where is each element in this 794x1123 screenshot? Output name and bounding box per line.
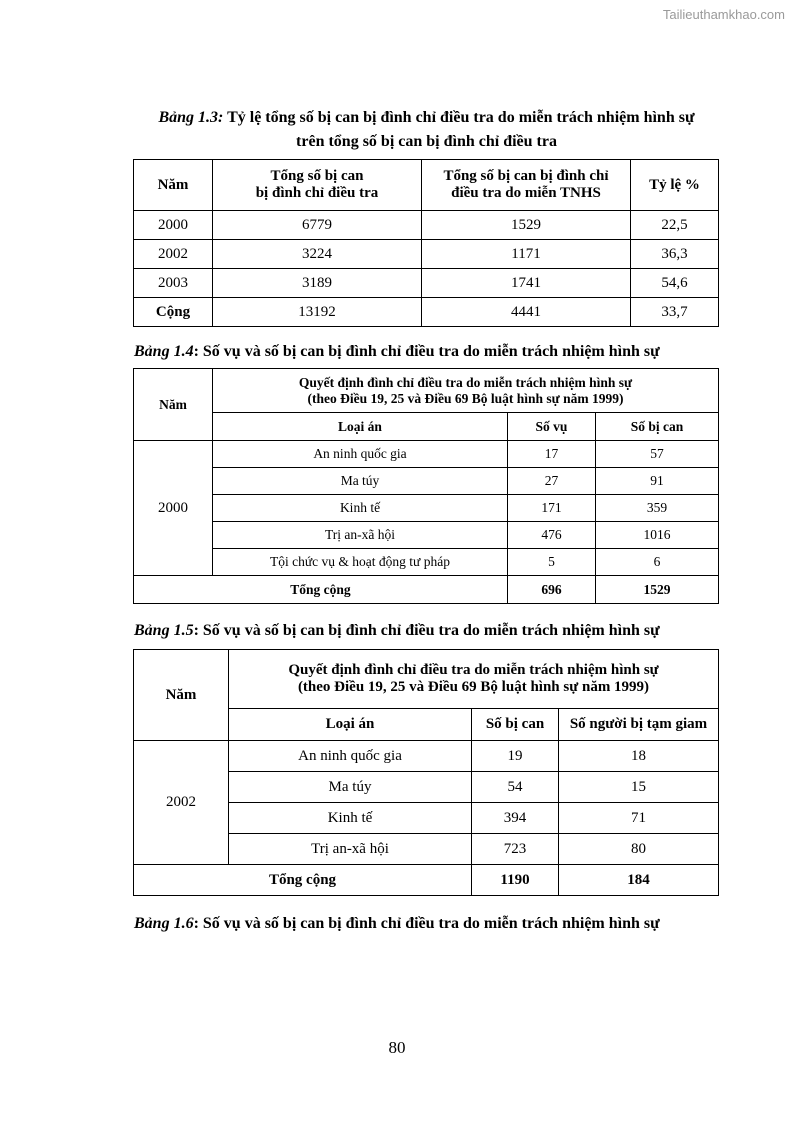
cell-defendants: 91	[596, 468, 719, 495]
watermark: Tailieuthamkhao.com	[662, 7, 785, 22]
cell-total-defendants: 1529	[596, 576, 719, 604]
table-row	[134, 441, 719, 468]
page-number: 80	[388, 1038, 406, 1057]
table-row	[134, 741, 719, 772]
header-cases: Số vụ	[508, 413, 596, 441]
header-group	[229, 650, 719, 709]
table-1-3-label: Bảng 1.3:	[158, 109, 224, 126]
table-1-6-caption	[134, 912, 719, 936]
table-1-3-title-line1: Tỷ lệ tổng số bị can bị đình chỉ điều tra do miễn trách nhiệm hình sự	[227, 109, 695, 126]
cell-year: Cộng	[134, 298, 213, 327]
cell-detained: 15	[559, 772, 719, 803]
table-header-row	[134, 369, 719, 413]
header-total-line1: Tổng số bị can	[270, 168, 364, 184]
cell-total: 6779	[213, 211, 422, 240]
cell-total-label: Tổng cộng	[134, 865, 472, 896]
table-1-5	[133, 649, 719, 896]
table-1-6-title: : Số vụ và số bị can bị đình chỉ điều tra do miễn trách nhiệm hình sự	[193, 915, 660, 932]
cell-year: 2003	[134, 269, 213, 298]
table-1-5-caption	[134, 619, 719, 643]
cell-year: 2002	[134, 741, 229, 865]
cell-detained: 18	[559, 741, 719, 772]
table-row	[134, 549, 719, 576]
cell-rate: 54,6	[631, 269, 719, 298]
header-total	[213, 160, 422, 211]
header-group-line1: Quyết định đình chỉ điều tra do miễn trách nhiệm hình sự	[298, 374, 633, 390]
cell-rate: 33,7	[631, 298, 719, 327]
cell-exempt: 4441	[422, 298, 631, 327]
cell-total-cases: 696	[508, 576, 596, 604]
table-1-5-title: : Số vụ và số bị can bị đình chỉ điều tra do miễn trách nhiệm hình sự	[193, 622, 660, 639]
cell-rate: 22,5	[631, 211, 719, 240]
cell-exempt: 1741	[422, 269, 631, 298]
cell-detained: 80	[559, 834, 719, 865]
table-subheader-row	[134, 413, 719, 441]
cell-type: Ma túy	[229, 772, 472, 803]
cell-cases: 17	[508, 441, 596, 468]
cell-defendants: 19	[472, 741, 559, 772]
header-type: Loại án	[229, 709, 472, 741]
cell-type: An ninh quốc gia	[229, 741, 472, 772]
cell-rate: 36,3	[631, 240, 719, 269]
cell-total: 3224	[213, 240, 422, 269]
header-year: Năm	[134, 160, 213, 211]
cell-defendants: 394	[472, 803, 559, 834]
table-row	[134, 240, 719, 269]
header-exempt-line2: điều tra do miễn TNHS	[451, 185, 601, 201]
table-1-4	[133, 368, 719, 604]
cell-exempt: 1529	[422, 211, 631, 240]
table-1-4-label: Bảng 1.4	[134, 343, 194, 360]
cell-year: 2000	[134, 211, 213, 240]
header-exempt	[422, 160, 631, 211]
cell-year: 2002	[134, 240, 213, 269]
cell-defendants: 54	[472, 772, 559, 803]
header-group	[213, 369, 719, 413]
header-year: Năm	[134, 650, 229, 741]
cell-total-defendants: 1190	[472, 865, 559, 896]
table-1-5-label: Bảng 1.5	[134, 622, 194, 639]
cell-total: 3189	[213, 269, 422, 298]
table-row	[134, 468, 719, 495]
cell-type: An ninh quốc gia	[213, 441, 508, 468]
header-exempt-line1: Tổng số bị can bị đình chỉ	[443, 168, 609, 184]
table-row	[134, 211, 719, 240]
header-detained: Số người bị tạm giam	[559, 709, 719, 741]
table-1-3-caption	[134, 106, 719, 154]
cell-total-detained: 184	[559, 865, 719, 896]
cell-defendants: 6	[596, 549, 719, 576]
cell-type: Ma túy	[213, 468, 508, 495]
cell-type: Trị an-xã hội	[213, 522, 508, 549]
table-header-row	[134, 160, 719, 211]
cell-total-label: Tổng cộng	[134, 576, 508, 604]
header-group-line2: (theo Điều 19, 25 và Điều 69 Bộ luật hình sự năm 1999)	[297, 679, 650, 695]
header-defendants: Số bị can	[472, 709, 559, 741]
cell-defendants: 57	[596, 441, 719, 468]
header-rate: Tỷ lệ %	[631, 160, 719, 211]
table-header-row	[134, 650, 719, 709]
table-1-3-title-line2: trên tổng số bị can bị đình chỉ điều tra	[296, 133, 557, 150]
table-row	[134, 269, 719, 298]
table-row	[134, 522, 719, 549]
cell-type: Kinh tế	[229, 803, 472, 834]
table-1-6-label: Bảng 1.6	[134, 915, 194, 932]
header-type: Loại án	[213, 413, 508, 441]
table-total-row	[134, 576, 719, 604]
cell-cases: 27	[508, 468, 596, 495]
cell-cases: 171	[508, 495, 596, 522]
table-total-row	[134, 298, 719, 327]
table-total-row	[134, 865, 719, 896]
header-year: Năm	[134, 369, 213, 441]
table-row	[134, 495, 719, 522]
cell-defendants: 1016	[596, 522, 719, 549]
cell-defendants: 723	[472, 834, 559, 865]
cell-cases: 476	[508, 522, 596, 549]
header-total-line2: bị đình chỉ điều tra	[255, 185, 379, 201]
cell-exempt: 1171	[422, 240, 631, 269]
header-group-line1: Quyết định đình chỉ điều tra do miễn trách nhiệm hình sự	[288, 662, 659, 678]
cell-cases: 5	[508, 549, 596, 576]
table-1-4-title: : Số vụ và số bị can bị đình chỉ điều tra do miễn trách nhiệm hình sự	[193, 343, 660, 360]
cell-type: Kinh tế	[213, 495, 508, 522]
header-group-line2: (theo Điều 19, 25 và Điều 69 Bộ luật hình sự năm 1999)	[307, 390, 624, 406]
cell-type: Tội chức vụ & hoạt động tư pháp	[213, 549, 508, 576]
cell-total: 13192	[213, 298, 422, 327]
cell-defendants: 359	[596, 495, 719, 522]
table-1-4-caption	[134, 340, 719, 364]
cell-type: Trị an-xã hội	[229, 834, 472, 865]
header-defendants: Số bị can	[596, 413, 719, 441]
table-1-3	[133, 159, 719, 327]
cell-detained: 71	[559, 803, 719, 834]
cell-year: 2000	[134, 441, 213, 576]
